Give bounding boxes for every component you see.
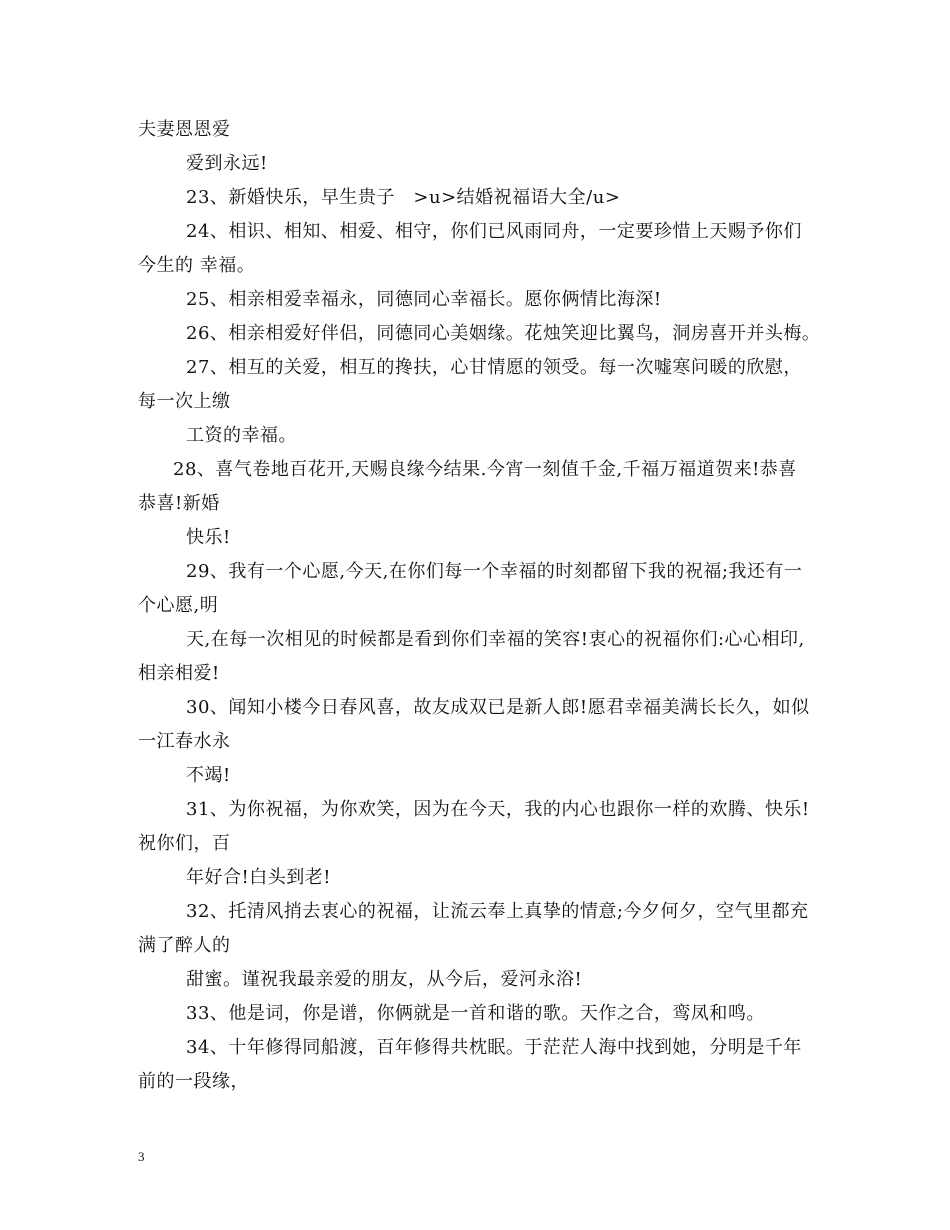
text-line: 一江春水永: [138, 731, 231, 752]
text-line: 祝你们，百: [138, 833, 231, 854]
text-line: 30、闻知小楼今日春风喜，故友成双已是新人郎!愿君幸福美满长长久，如似: [186, 697, 810, 718]
text-line: 快乐!: [186, 527, 231, 548]
text-line: 26、相亲相爱好伴侣，同德同心美姻缘。花烛笑迎比翼鸟，洞房喜开并头梅。: [186, 323, 821, 344]
text-line: 32、托清风捎去衷心的祝福，让流云奉上真挚的情意;今夕何夕，空气里都充: [186, 901, 809, 922]
text-line: 夫妻恩恩爱: [138, 119, 231, 140]
text-line: 23、新婚快乐，早生贵子 >u>结婚祝福语大全/u>: [186, 187, 621, 208]
text-line: 25、相亲相爱幸福永，同德同心幸福长。愿你俩情比海深!: [186, 289, 662, 310]
text-line: 年好合!白头到老!: [186, 867, 331, 888]
text-line: 24、相识、相知、相爱、相守，你们已风雨同舟，一定要珍惜上天赐予你们: [186, 221, 802, 242]
text-line: 天,在每一次相见的时候都是看到你们幸福的笑容!衷心的祝福你们:心心相印,: [186, 629, 805, 650]
text-line: 相亲相爱!: [138, 663, 220, 684]
text-line: 个心愿,明: [138, 595, 219, 616]
text-line: 每一次上缴: [138, 391, 231, 412]
text-line: 31、为你祝福，为你欢笑，因为在今天，我的内心也跟你一样的欢腾、快乐!: [186, 799, 810, 820]
text-line: 27、相互的关爱，相互的搀扶，心甘情愿的领受。每一次嘘寒问暖的欣慰，: [186, 357, 802, 378]
page-number: 3: [138, 1149, 145, 1164]
text-line: 33、他是词，你是谱，你俩就是一首和谐的歌。天作之合，鸾凤和鸣。: [186, 1003, 765, 1024]
text-line: 满了醉人的: [138, 935, 231, 956]
text-line: 今生的 幸福。: [138, 255, 256, 276]
text-line: 工资的幸福。: [186, 425, 297, 446]
text-line: 前的一段缘，: [138, 1071, 249, 1092]
text-line: 28、喜气卷地百花开,天赐良缘今结果.今宵一刻值千金,千福万福道贺来!恭喜: [173, 459, 797, 480]
text-line: 29、我有一个心愿,今天,在你们每一个幸福的时刻都留下我的祝福;我还有一: [186, 561, 803, 582]
text-line: 甜蜜。谨祝我最亲爱的朋友，从今后，爱河永浴!: [186, 969, 583, 990]
text-line: 不竭!: [186, 765, 231, 786]
text-line: 爱到永远!: [186, 153, 268, 174]
text-line: 恭喜!新婚: [138, 493, 220, 514]
text-line: 34、十年修得同船渡，百年修得共枕眠。于茫茫人海中找到她，分明是千年: [186, 1037, 802, 1058]
